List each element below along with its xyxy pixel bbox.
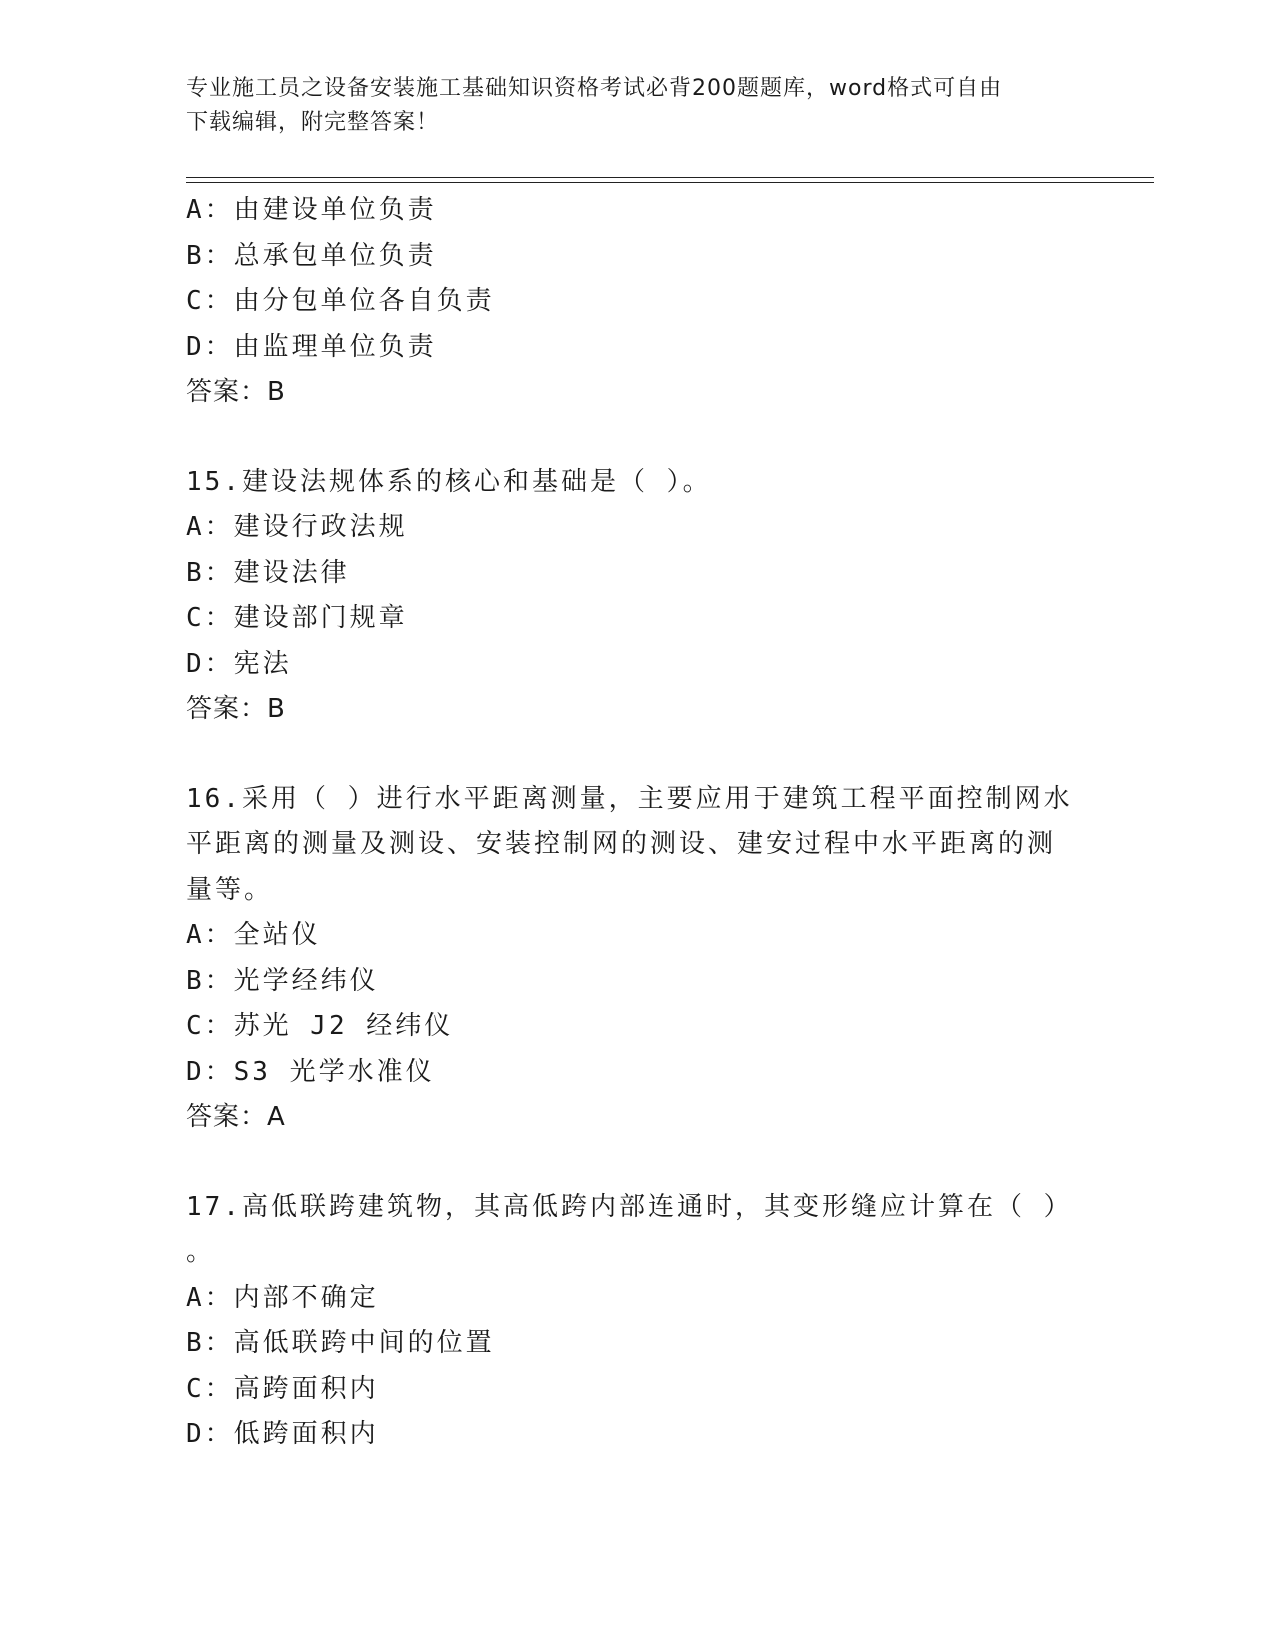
question-text-line-2: 平距离的测量及测设、安装控制网的测设、建安过程中水平距离的测 <box>186 829 1057 859</box>
option-c: C：高跨面积内 <box>186 1373 379 1404</box>
option-d: D：S3 光学水准仪 <box>186 1056 435 1087</box>
question-text: 15.建设法规体系的核心和基础是（ ）。 <box>186 466 712 497</box>
header-line-1: 专业施工员之设备安装施工基础知识资格考试必背200题题库，word格式可自由 <box>186 76 1003 101</box>
option-c: C：建设部门规章 <box>186 603 408 633</box>
answer: 答案：B <box>186 694 286 724</box>
answer: 答案：B <box>186 377 286 407</box>
question-text-line-3: 量等。 <box>186 874 274 905</box>
option-b: B：建设法律 <box>186 557 350 588</box>
option-a: A：内部不确定 <box>186 1282 379 1313</box>
question-text-line-2: 。 <box>186 1237 216 1267</box>
option-d: D：由监理单位负责 <box>186 331 437 362</box>
question-16 <box>186 777 1086 1141</box>
spacer <box>186 1141 1086 1185</box>
option-a: A：全站仪 <box>186 920 321 950</box>
option-a: A：建设行政法规 <box>186 512 408 542</box>
answer: 答案：A <box>186 1102 286 1132</box>
header-rule-top <box>186 177 1154 178</box>
option-c: C：苏光 J2 经纬仪 <box>186 1011 454 1041</box>
option-c: C：由分包单位各自负责 <box>186 286 495 316</box>
option-d: D：宪法 <box>186 648 292 679</box>
question-list <box>186 188 1086 1458</box>
spacer <box>186 733 1086 777</box>
question-17 <box>186 1185 1086 1458</box>
spacer <box>186 416 1086 460</box>
header-line-2: 下载编辑，附完整答案！ <box>186 110 440 135</box>
option-b: B：高低联跨中间的位置 <box>186 1328 495 1358</box>
question-text-line-1: 16.采用（ ）进行水平距离测量，主要应用于建筑工程平面控制网水 <box>186 783 1073 814</box>
option-b: B：总承包单位负责 <box>186 240 437 271</box>
question-14 <box>186 188 1086 416</box>
question-text-line-1: 17.高低联跨建筑物，其高低跨内部连通时，其变形缝应计算在（ ） <box>186 1191 1073 1222</box>
document-header <box>186 72 1066 140</box>
option-b: B：光学经纬仪 <box>186 965 379 996</box>
header-rule-bottom <box>186 182 1154 183</box>
option-d: D：低跨面积内 <box>186 1419 379 1449</box>
option-a: A：由建设单位负责 <box>186 195 437 225</box>
question-15 <box>186 460 1086 733</box>
